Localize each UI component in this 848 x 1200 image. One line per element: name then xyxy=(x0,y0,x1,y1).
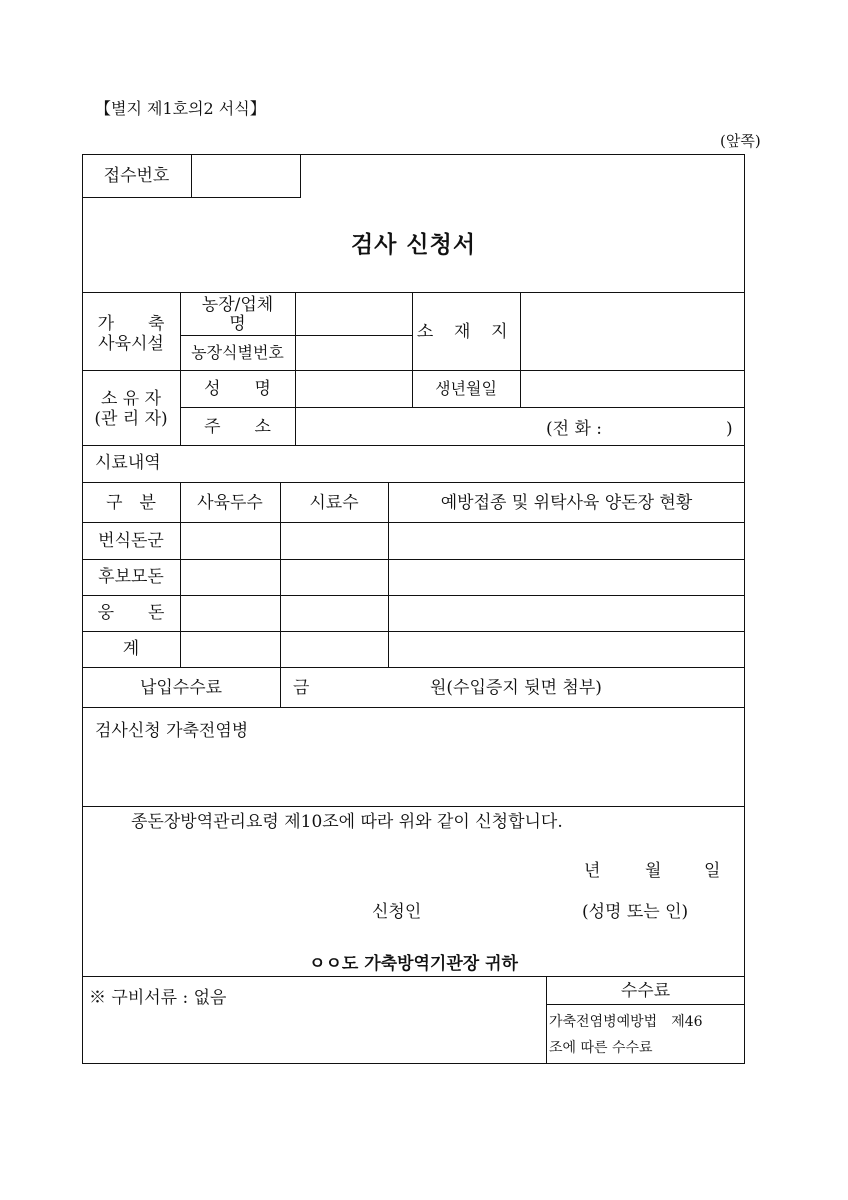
livestock-facility-label-2: 사육시설 xyxy=(98,334,164,354)
divider xyxy=(180,335,412,336)
disease-label: 검사신청 가축전염병 xyxy=(95,721,249,741)
fee-box-line-1: 가축전염병예방법 제46 xyxy=(549,1014,703,1030)
farm-id-field[interactable] xyxy=(297,337,410,370)
divider xyxy=(546,1004,745,1005)
herd-size-cell[interactable] xyxy=(182,524,278,557)
applicant-signature-field[interactable] xyxy=(440,896,570,926)
divider xyxy=(300,154,301,198)
table-row-total: 계 xyxy=(122,639,140,659)
divider xyxy=(82,292,745,293)
divider xyxy=(82,976,745,977)
fee-label: 납입수수료 xyxy=(139,678,223,698)
farm-name-label: 농장/업체 xyxy=(201,295,274,315)
receipt-number-field[interactable] xyxy=(193,156,299,196)
phone-label: (전 화 : xyxy=(546,419,603,439)
table-row-breeding-herd: 번식돈군 xyxy=(98,531,164,551)
table-row-gilts: 후보모돈 xyxy=(98,567,164,587)
divider xyxy=(82,707,745,708)
livestock-facility-label: 가 축 xyxy=(97,314,165,334)
page-side-label: (앞쪽) xyxy=(720,132,761,150)
table-header-herd-size: 사육두수 xyxy=(197,493,263,513)
divider xyxy=(82,370,745,371)
date-month-label: 월 xyxy=(645,861,662,881)
fee-amount-field[interactable] xyxy=(318,672,422,702)
divider xyxy=(191,154,192,198)
location-field[interactable] xyxy=(522,294,743,370)
birth-date-field[interactable] xyxy=(522,372,743,405)
applicant-label: 신청인 xyxy=(372,902,422,922)
form-title: 검사 신청서 xyxy=(350,231,477,258)
farm-name-field[interactable] xyxy=(297,294,410,334)
fee-box-line-2: 조에 따른 수수료 xyxy=(549,1040,653,1056)
divider xyxy=(82,667,745,668)
divider xyxy=(82,806,745,807)
phone-field[interactable] xyxy=(624,411,720,441)
location-label: 소 재 지 xyxy=(416,322,516,342)
owner-label-2: (관 리 자) xyxy=(94,409,168,429)
divider xyxy=(82,522,745,523)
addressee: ㅇㅇ도 가축방역기관장 귀하 xyxy=(309,954,518,974)
fee-box-header: 수수료 xyxy=(620,981,671,1001)
form-frame xyxy=(82,154,745,1064)
name-label: 성 명 xyxy=(204,379,271,399)
sample-count-cell[interactable] xyxy=(282,524,386,557)
divider xyxy=(82,631,745,632)
fee-amount-prefix: 금 xyxy=(293,678,310,698)
address-label: 주 소 xyxy=(204,417,271,437)
signature-hint: (성명 또는 인) xyxy=(582,902,689,922)
disease-field[interactable] xyxy=(92,745,736,800)
table-header-sample-count: 시료수 xyxy=(309,493,359,513)
phone-close-paren: ) xyxy=(726,419,733,439)
divider xyxy=(82,482,745,483)
name-field[interactable] xyxy=(297,372,410,405)
form-reference: 【별지 제1호의2 서식】 xyxy=(95,99,266,118)
table-header-category: 구 분 xyxy=(106,493,156,513)
farm-id-label: 농장식별번호 xyxy=(191,343,284,362)
divider xyxy=(82,197,301,198)
divider xyxy=(82,445,745,446)
divider xyxy=(295,292,296,445)
receipt-number-label: 접수번호 xyxy=(103,166,170,186)
divider xyxy=(520,292,521,407)
required-documents: ※ 구비서류 : 없음 xyxy=(89,988,227,1008)
date-day-label: 일 xyxy=(704,861,721,881)
vaccination-status-cell[interactable] xyxy=(390,524,743,557)
divider xyxy=(82,559,745,560)
birth-date-label: 생년월일 xyxy=(435,379,497,398)
table-header-vaccination-status: 예방접종 및 위탁사육 양돈장 현황 xyxy=(440,493,693,513)
divider xyxy=(82,595,745,596)
owner-label: 소 유 자 xyxy=(100,389,162,409)
farm-name-label-2: 명 xyxy=(229,314,246,334)
fee-amount-suffix: 원(수입증지 뒷면 첨부) xyxy=(430,678,602,698)
date-year-label: 년 xyxy=(584,861,601,881)
application-statement: 종돈장방역관리요령 제10조에 따라 위와 같이 신청합니다. xyxy=(131,812,563,832)
table-row-boars: 웅 돈 xyxy=(97,603,165,623)
sample-details-label: 시료내역 xyxy=(95,453,161,473)
divider xyxy=(180,407,745,408)
